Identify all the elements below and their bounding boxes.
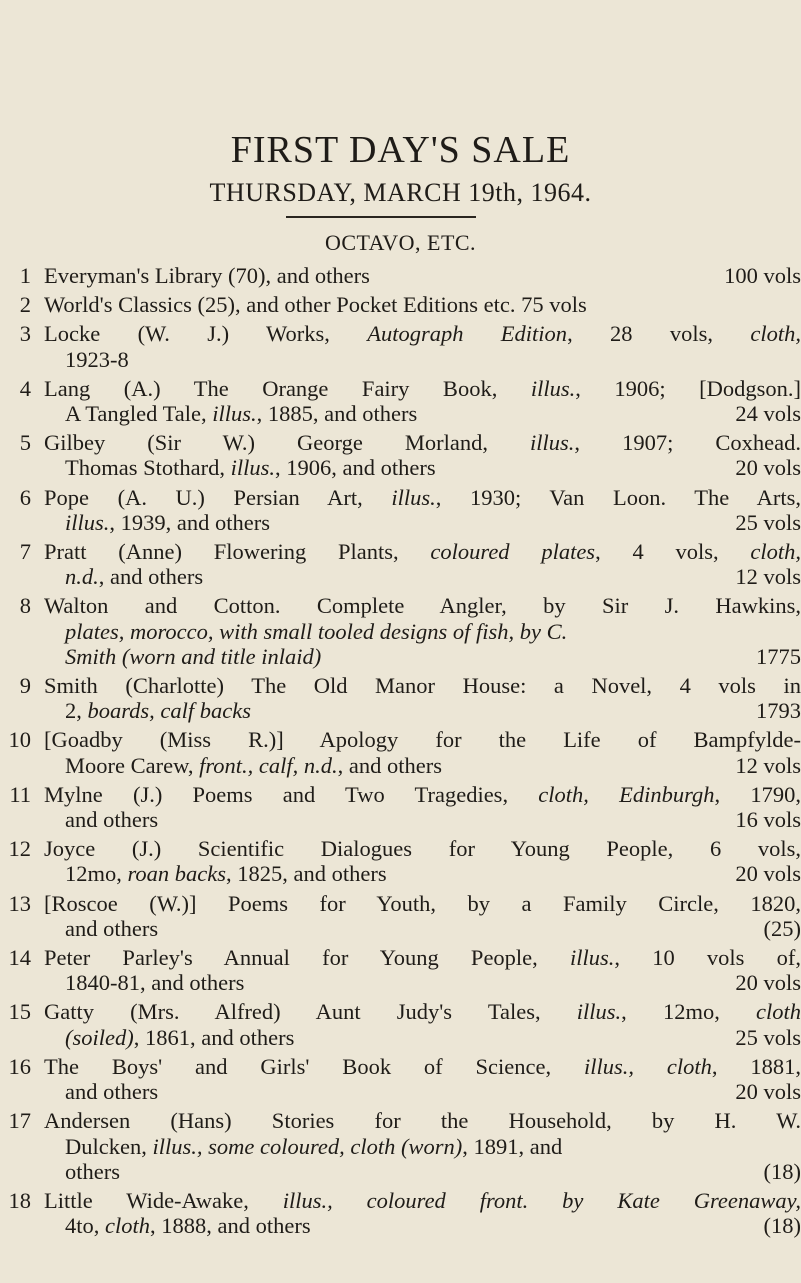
lot-line-text <box>65 1079 158 1104</box>
italic-text: illus. <box>576 999 622 1025</box>
lot-entry <box>0 782 801 832</box>
lot-number: 17 <box>8 1108 31 1134</box>
plain-text: Peter Parley's Annual for Young People, <box>44 945 570 971</box>
plain-text: Dulcken, <box>65 1133 153 1159</box>
lot-entry <box>0 1108 801 1184</box>
lot-number: 1 <box>19 263 31 288</box>
lot-line <box>44 347 801 372</box>
lot-entry <box>0 430 801 480</box>
lot-line-text <box>44 430 801 455</box>
plain-text: , 1825, and others <box>226 861 387 887</box>
plain-text: World's Classics (25), and other Pocket Editions etc. 75 vols <box>44 292 587 318</box>
plain-text: 1840-81, and others <box>65 970 245 996</box>
lot-line-text <box>44 673 801 698</box>
lot-description <box>44 539 801 589</box>
sale-date: THURSDAY, MARCH 19th, 1964. <box>209 178 592 207</box>
lot-list <box>0 263 801 1238</box>
lot-line-text <box>44 782 801 807</box>
plain-text: , 1930; Van Loon. The Arts, <box>435 484 801 510</box>
plain-text: Everyman's Library (70), and others <box>44 263 370 288</box>
plain-text: 12mo, <box>65 861 128 887</box>
lot-line-text <box>44 1054 801 1079</box>
plain-text: , and others <box>337 752 443 778</box>
lot-line-text <box>65 698 251 723</box>
lot-line-text <box>44 1188 801 1213</box>
italic-text: illus., some coloured, cloth (worn) <box>152 1133 463 1159</box>
lot-quantity: 20 vols <box>735 455 801 481</box>
sale-title: FIRST DAY'S SALE <box>230 129 571 171</box>
plain-text: , 1881, <box>711 1053 801 1079</box>
lot-line <box>44 891 801 916</box>
lot-line <box>44 727 801 752</box>
plain-text: and others <box>65 807 159 833</box>
plain-text: , 10 vols of, <box>614 945 801 971</box>
plain-text: Lang (A.) The Orange Fairy Book, <box>44 375 531 401</box>
lot-line <box>44 861 801 886</box>
plain-text: others <box>65 1158 120 1184</box>
plain-text: Little Wide-Awake, <box>44 1187 283 1213</box>
lot-line <box>44 673 801 698</box>
lot-description <box>44 1108 801 1184</box>
lot-line-text <box>44 836 801 861</box>
lot-description <box>44 430 801 480</box>
lot-line <box>44 564 801 589</box>
lot-line-text <box>65 1213 311 1238</box>
lot-line-text <box>44 1108 801 1133</box>
plain-text: , 1906; [Dodgson.] <box>575 375 801 401</box>
lot-quantity: (18) <box>763 1158 801 1184</box>
italic-text: n.d. <box>65 564 99 590</box>
lot-line <box>44 753 801 778</box>
lot-quantity: (25) <box>763 915 801 941</box>
lot-line-text <box>65 1134 562 1159</box>
lot-line <box>44 1213 801 1238</box>
lot-quantity: 100 vols <box>724 263 801 288</box>
italic-text: roan backs <box>127 861 227 887</box>
lot-quantity: 20 vols <box>735 1079 801 1105</box>
lot-line <box>44 1054 801 1079</box>
lot-line-text <box>65 916 158 941</box>
lot-entry <box>0 321 801 371</box>
lot-quantity: 12 vols <box>735 564 801 590</box>
italic-text: illus. <box>570 945 615 971</box>
italic-text: illus. <box>212 401 257 427</box>
italic-text: cloth, Edinburgh <box>538 781 715 807</box>
plain-text: 4to, <box>65 1213 106 1239</box>
lot-line <box>44 401 801 426</box>
plain-text: , 4 vols, <box>595 539 751 565</box>
lot-number: 18 <box>8 1187 31 1213</box>
plain-text: , 12mo, <box>621 999 756 1025</box>
lot-number: 5 <box>19 430 31 456</box>
lot-line <box>44 1079 801 1104</box>
italic-text: Smith (worn and title inlaid) <box>65 643 322 669</box>
italic-text: boards, calf backs <box>87 698 252 724</box>
lot-line-text <box>44 321 801 346</box>
italic-text: cloth <box>105 1213 151 1239</box>
plain-text: and others <box>65 1079 159 1105</box>
lot-number: 4 <box>19 375 31 401</box>
lot-description <box>44 593 801 669</box>
lot-line <box>44 455 801 480</box>
lot-line-text <box>65 510 270 535</box>
lot-line-text <box>65 619 567 644</box>
lot-entry <box>0 891 801 941</box>
lot-quantity: 12 vols <box>735 752 801 778</box>
lot-description <box>44 836 801 886</box>
lot-description <box>44 263 801 288</box>
plain-text: [Roscoe (W.)] Poems for Youth, by a Family Circle, 1820, <box>44 890 801 916</box>
lot-description <box>44 321 801 371</box>
lot-entry <box>0 673 801 723</box>
lot-number: 13 <box>8 890 31 916</box>
plain-text: , 1790, <box>714 781 801 807</box>
lot-quantity: (18) <box>763 1213 801 1239</box>
italic-text: illus., coloured front. by Kate Greenaway, <box>282 1187 801 1213</box>
lot-line-text <box>44 945 801 970</box>
italic-text: illus. <box>230 455 275 481</box>
lot-line <box>44 485 801 510</box>
italic-text: cloth, <box>750 321 801 347</box>
lot-line <box>44 376 801 401</box>
lot-line-text <box>65 753 442 778</box>
lot-entry <box>0 727 801 777</box>
lot-number: 3 <box>19 321 31 347</box>
italic-text: illus. <box>530 375 576 401</box>
italic-text: illus. <box>65 509 110 535</box>
lot-entry <box>0 593 801 669</box>
lot-description <box>44 292 801 317</box>
lot-line <box>44 430 801 455</box>
lot-line <box>44 1159 801 1184</box>
lot-line-text <box>65 1025 294 1050</box>
italic-text: cloth <box>756 999 801 1025</box>
plain-text: Walton and Cotton. Complete Angler, by Sir J. Hawkins, <box>44 593 801 619</box>
plain-text: Gatty (Mrs. Alfred) Aunt Judy's Tales, <box>44 999 577 1025</box>
lot-line-text <box>65 347 129 372</box>
lot-quantity: 25 vols <box>735 1024 801 1050</box>
lot-number: 9 <box>19 673 31 699</box>
lot-line <box>44 782 801 807</box>
lot-number: 15 <box>8 999 31 1025</box>
plain-text: A Tangled Tale, <box>65 401 213 427</box>
lot-entry <box>0 1188 801 1238</box>
lot-number: 12 <box>8 836 31 862</box>
section-heading: OCTAVO, ETC. <box>324 230 477 255</box>
lot-number: 8 <box>19 593 31 619</box>
plain-text: , 28 vols, <box>567 321 751 347</box>
plain-text: Moore Carew, <box>65 752 200 778</box>
lot-line <box>44 970 801 995</box>
lot-line-text <box>44 891 801 916</box>
plain-text: [Goadby (Miss R.)] Apology for the Life of Bampfylde- <box>44 727 801 753</box>
lot-line-text <box>44 999 801 1024</box>
lot-description <box>44 999 801 1049</box>
lot-line-text <box>44 539 801 564</box>
italic-text: plates, morocco, with small tooled designs of fish, by C. <box>65 618 568 644</box>
lot-description <box>44 376 801 426</box>
lot-line <box>44 1134 801 1159</box>
plain-text: Andersen (Hans) Stories for the Household, by H. W. <box>44 1108 801 1134</box>
plain-text: Joyce (J.) Scientific Dialogues for Young People, 6 vols, <box>44 836 801 862</box>
divider-rule <box>286 216 476 218</box>
lot-number: 7 <box>19 539 31 565</box>
plain-text: , 1888, and others <box>150 1213 311 1239</box>
lot-line <box>44 916 801 941</box>
italic-text: cloth, <box>750 539 801 565</box>
lot-line-text <box>44 292 587 317</box>
lot-line <box>44 945 801 970</box>
plain-text: Pope (A. U.) Persian Art, <box>44 484 392 510</box>
lot-number: 11 <box>9 781 31 807</box>
lot-number: 6 <box>19 484 31 510</box>
lot-line-text <box>65 970 244 995</box>
lot-description <box>44 673 801 723</box>
italic-text: (soiled) <box>65 1024 134 1050</box>
lot-line-text <box>65 564 203 589</box>
lot-line <box>44 593 801 618</box>
lot-line-text <box>65 807 158 832</box>
lot-line <box>44 807 801 832</box>
lot-line <box>44 619 801 644</box>
lot-line <box>44 836 801 861</box>
plain-text: , 1885, and others <box>256 401 418 427</box>
lot-line <box>44 510 801 535</box>
lot-number: 16 <box>8 1053 31 1079</box>
lot-line <box>44 1188 801 1213</box>
italic-text: illus. <box>530 430 575 456</box>
lot-line-text <box>65 401 417 426</box>
plain-text: Gilbey (Sir W.) George Morland, <box>44 430 531 456</box>
plain-text: Locke (W. J.) Works, <box>44 321 368 347</box>
lot-line <box>44 644 801 669</box>
lot-entry <box>0 945 801 995</box>
plain-text: Mylne (J.) Poems and Two Tragedies, <box>44 781 539 807</box>
plain-text: Thomas Stothard, <box>65 455 231 481</box>
lot-line <box>44 1108 801 1133</box>
lot-number: 2 <box>19 292 31 318</box>
lot-line <box>44 1025 801 1050</box>
lot-entry <box>0 292 801 317</box>
lot-entry <box>0 263 801 288</box>
plain-text: 1923-8 <box>65 346 129 372</box>
lot-quantity: 25 vols <box>735 509 801 535</box>
italic-text: Autograph Edition <box>367 321 568 347</box>
lot-entry <box>0 1054 801 1104</box>
lot-line-text <box>65 644 321 669</box>
lot-line-text <box>65 455 436 480</box>
plain-text: , 1906, and others <box>275 455 436 481</box>
lot-entry <box>0 836 801 886</box>
italic-text: front., calf, n.d. <box>199 752 338 778</box>
lot-line <box>44 292 801 317</box>
plain-text: , 1907; Coxhead. <box>574 430 801 456</box>
lot-description <box>44 945 801 995</box>
lot-line-text <box>65 861 387 886</box>
lot-line <box>44 539 801 564</box>
italic-text: illus., cloth <box>584 1053 712 1079</box>
lot-line-text <box>44 376 801 401</box>
plain-text: , 1861, and others <box>133 1024 295 1050</box>
lot-description <box>44 1054 801 1104</box>
plain-text: Smith (Charlotte) The Old Manor House: a Novel, 4 vols in <box>44 673 801 699</box>
lot-line-text <box>44 485 801 510</box>
plain-text: and others <box>65 915 159 941</box>
lot-description <box>44 1188 801 1238</box>
plain-text: Pratt (Anne) Flowering Plants, <box>44 539 431 565</box>
italic-text: coloured plates <box>430 539 596 565</box>
plain-text: 2, <box>65 698 88 724</box>
lot-number: 10 <box>8 727 31 753</box>
lot-quantity: 20 vols <box>735 861 801 887</box>
lot-line <box>44 999 801 1024</box>
plain-text: , 1939, and others <box>109 509 270 535</box>
lot-line-text <box>44 727 801 752</box>
plain-text: The Boys' and Girls' Book of Science, <box>44 1053 585 1079</box>
plain-text: , 1891, and <box>462 1133 563 1159</box>
lot-description <box>44 727 801 777</box>
lot-line-text <box>44 263 370 288</box>
lot-number: 14 <box>8 945 31 971</box>
lot-quantity: 16 vols <box>735 807 801 833</box>
lot-quantity: 24 vols <box>735 401 801 427</box>
lot-line <box>44 321 801 346</box>
lot-entry <box>0 999 801 1049</box>
lot-line <box>44 263 801 288</box>
lot-quantity: 1793 <box>756 698 801 724</box>
lot-description <box>44 782 801 832</box>
lot-quantity: 20 vols <box>735 970 801 996</box>
lot-line-text <box>65 1159 120 1184</box>
lot-line-text <box>44 593 801 618</box>
lot-description <box>44 891 801 941</box>
italic-text: illus. <box>391 484 436 510</box>
lot-entry <box>0 485 801 535</box>
lot-entry <box>0 539 801 589</box>
lot-line <box>44 698 801 723</box>
lot-quantity: 1775 <box>756 643 801 669</box>
plain-text: , and others <box>98 564 204 590</box>
lot-description <box>44 485 801 535</box>
lot-entry <box>0 376 801 426</box>
